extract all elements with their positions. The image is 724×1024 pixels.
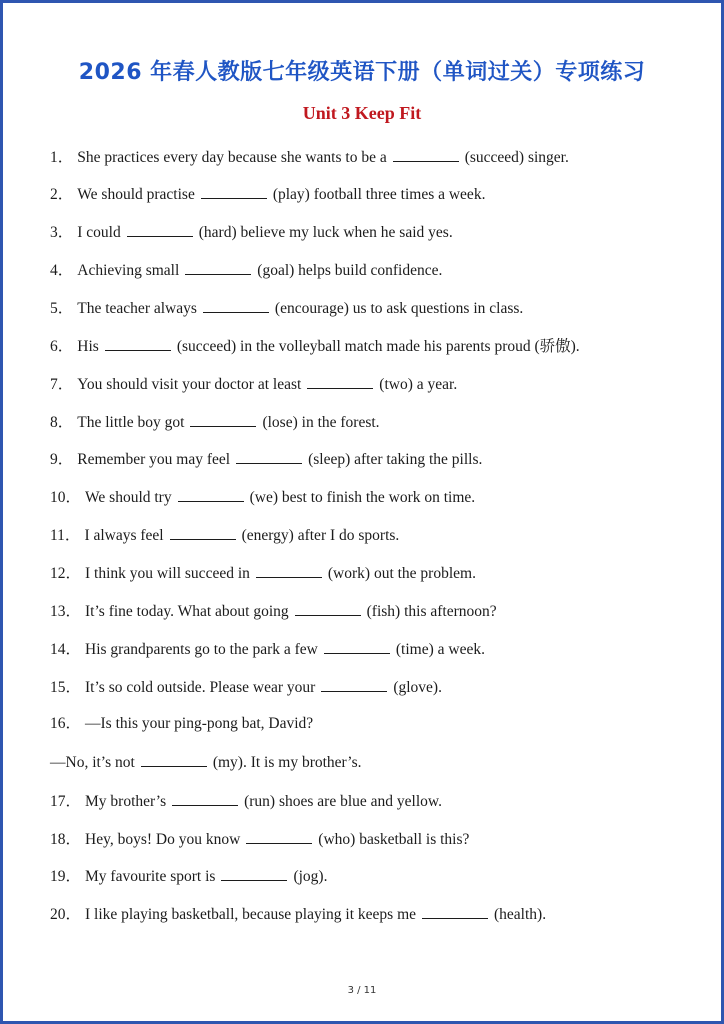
question-item <box>50 829 469 850</box>
question-text: His grandparents go to the park a few <box>85 641 318 658</box>
question-number: 18． <box>50 831 82 848</box>
question-item <box>50 563 476 584</box>
question-item <box>50 639 485 660</box>
question-number: 5． <box>50 300 74 317</box>
answer-blank[interactable] <box>295 601 361 616</box>
question-text: It’s fine today. What about going <box>85 603 289 620</box>
question-hint: (lose) in the forest. <box>262 414 380 431</box>
answer-blank[interactable] <box>246 829 312 844</box>
answer-blank[interactable] <box>201 184 267 199</box>
answer-blank[interactable] <box>203 298 269 313</box>
question-number: 10． <box>50 489 82 506</box>
question-hint: (jog). <box>293 868 328 885</box>
question-number: 16． <box>50 715 82 732</box>
question-number: 11． <box>50 527 81 544</box>
answer-blank[interactable] <box>170 525 236 540</box>
question-text: Achieving small <box>77 262 180 279</box>
question-text: —Is this your ping-pong bat, David? <box>85 715 314 732</box>
question-hint: (energy) after I do sports. <box>241 527 400 544</box>
question-hint: (play) football three times a week. <box>272 186 486 203</box>
question-text: I could <box>77 224 121 241</box>
question-item <box>50 260 442 281</box>
question-hint: (fish) this afternoon? <box>366 603 497 620</box>
question-text: We should try <box>85 489 172 506</box>
unit-subtitle: Unit 3 Keep Fit <box>302 103 422 123</box>
question-hint: (encourage) us to ask questions in class. <box>274 300 524 317</box>
question-item <box>50 336 580 357</box>
page-number: 3 / 11 <box>347 985 377 996</box>
question-item <box>50 147 569 168</box>
question-number: 13． <box>50 603 82 620</box>
question-hint: (goal) helps build confidence. <box>257 262 443 279</box>
question-number: 17． <box>50 793 82 810</box>
question-hint: (two) a year. <box>379 376 458 393</box>
question-text: We should practise <box>77 186 195 203</box>
question-text: I always feel <box>84 527 164 544</box>
answer-blank[interactable] <box>321 677 387 692</box>
question-number: 4． <box>50 262 74 279</box>
question-number: 20． <box>50 906 82 923</box>
answer-blank[interactable] <box>324 639 390 654</box>
question-hint: (work) out the problem. <box>327 565 476 582</box>
question-text: My favourite sport is <box>85 868 216 885</box>
question-item <box>50 184 485 205</box>
question-text: It’s so cold outside. Please wear your <box>85 679 316 696</box>
question-hint: (health). <box>494 906 547 923</box>
question-item <box>50 449 482 470</box>
answer-blank[interactable] <box>307 374 373 389</box>
answer-blank[interactable] <box>422 904 488 919</box>
question-number: 8． <box>50 414 74 431</box>
question-text: I think you will succeed in <box>85 565 250 582</box>
question-item <box>50 904 546 925</box>
question-item <box>50 714 313 734</box>
question-text: His <box>77 338 99 355</box>
question-hint: (we) best to finish the work on time. <box>249 489 476 506</box>
question-hint: (run) shoes are blue and yellow. <box>244 793 442 810</box>
question-text: She practices every day because she wants to be a <box>77 149 387 166</box>
question-text: The little boy got <box>77 414 185 431</box>
question-number: 12． <box>50 565 82 582</box>
question-text: —No, it’s not <box>50 754 135 771</box>
question-text: I like playing basketball, because playing it keeps me <box>85 906 417 923</box>
question-text: Hey, boys! Do you know <box>85 831 241 848</box>
question-item <box>50 752 362 773</box>
question-hint: (my). It is my brother’s. <box>212 754 362 771</box>
question-item <box>50 601 497 622</box>
question-hint: (succeed) in the volleyball match made his parents proud (骄傲). <box>176 338 580 355</box>
question-list <box>3 3 721 1003</box>
question-item <box>50 222 453 243</box>
question-hint: (time) a week. <box>395 641 485 658</box>
answer-blank[interactable] <box>178 487 244 502</box>
answer-blank[interactable] <box>172 791 238 806</box>
question-hint: (succeed) singer. <box>464 149 569 166</box>
answer-blank[interactable] <box>190 412 256 427</box>
answer-blank[interactable] <box>221 866 287 881</box>
question-number: 19． <box>50 868 82 885</box>
answer-blank[interactable] <box>127 222 193 237</box>
question-item <box>50 412 380 433</box>
question-text: Remember you may feel <box>77 451 231 468</box>
question-number: 6． <box>50 338 74 355</box>
question-item <box>50 677 442 698</box>
answer-blank[interactable] <box>105 336 171 351</box>
page-title: 2026 年春人教版七年级英语下册（单词过关）专项练习 <box>78 60 646 85</box>
question-text: My brother’s <box>85 793 167 810</box>
question-hint: (glove). <box>393 679 442 696</box>
question-item <box>50 374 457 395</box>
question-number: 2． <box>50 186 74 203</box>
question-number: 7． <box>50 376 74 393</box>
question-item <box>50 866 327 887</box>
question-number: 3． <box>50 224 74 241</box>
question-hint: (hard) believe my luck when he said yes. <box>198 224 453 241</box>
answer-blank[interactable] <box>393 147 459 162</box>
question-number: 14． <box>50 641 82 658</box>
answer-blank[interactable] <box>256 563 322 578</box>
question-number: 15． <box>50 679 82 696</box>
question-number: 1． <box>50 149 74 166</box>
question-text: The teacher always <box>77 300 197 317</box>
answer-blank[interactable] <box>236 449 302 464</box>
question-item <box>50 791 442 812</box>
question-item <box>50 525 399 546</box>
question-hint: (who) basketball is this? <box>318 831 470 848</box>
answer-blank[interactable] <box>185 260 251 275</box>
answer-blank[interactable] <box>141 752 207 767</box>
question-number: 9． <box>50 451 74 468</box>
question-hint: (sleep) after taking the pills. <box>308 451 483 468</box>
question-text: You should visit your doctor at least <box>77 376 302 393</box>
question-item <box>50 298 523 319</box>
question-item <box>50 487 475 508</box>
